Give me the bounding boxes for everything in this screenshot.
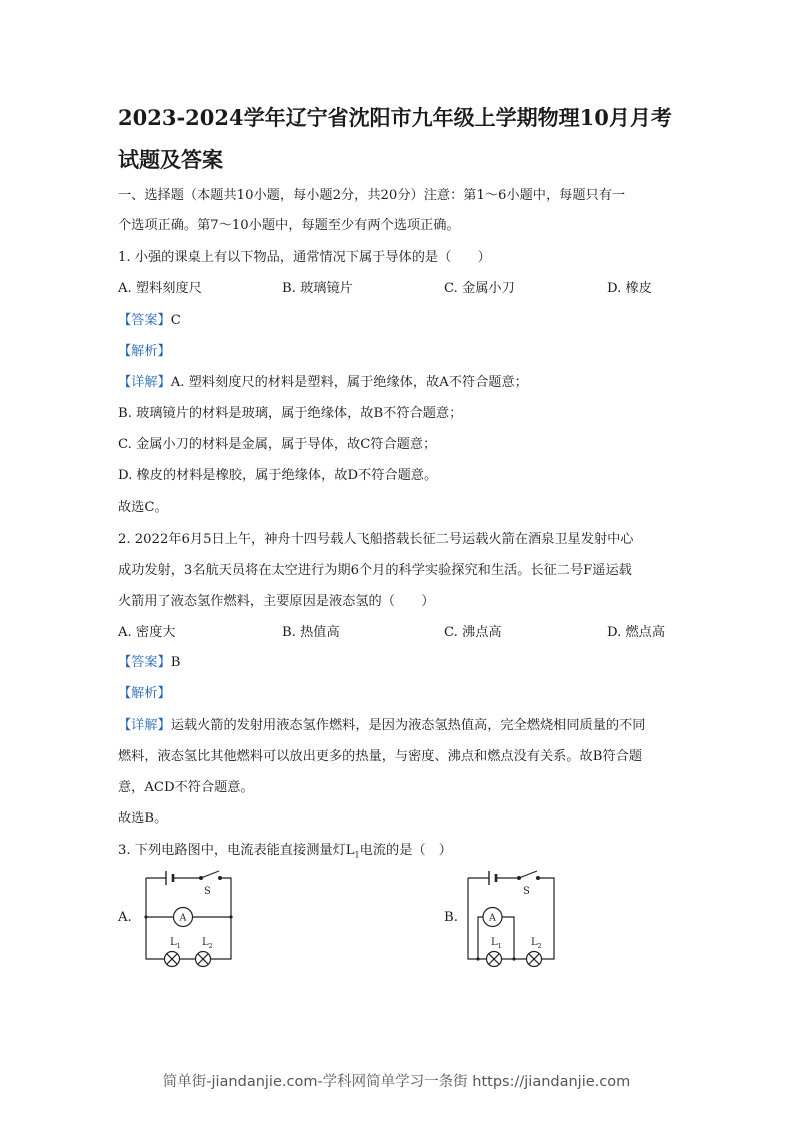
- lamp-l1-label: $L_1$: [491, 937, 502, 950]
- q1-detail-text1: A. 塑料刻度尺的材料是塑料，属于绝缘体，故A不符合题意；: [170, 375, 528, 390]
- q1-detail-line2: B. 玻璃镜片的材料是玻璃，属于绝缘体，故B不符合题意；: [118, 406, 463, 421]
- q1-conclusion: 故选C。: [118, 500, 168, 515]
- ammeter-icon: [174, 908, 193, 927]
- lamp-l2-icon: [527, 952, 542, 967]
- q2-detail-text1: 运载火箭的发射用液态氢作燃料，是因为液态氢热值高，完全燃烧相同质量的不同: [170, 718, 646, 733]
- q2-option-c: C. 沸点高: [444, 625, 502, 640]
- q3-option-b-label: B.: [444, 910, 458, 925]
- switch-label: S: [523, 886, 530, 897]
- q1-answer-tag: 【答案】: [118, 313, 171, 328]
- q2-detail-line1: [118, 716, 646, 736]
- q1-stem: 1. 小强的课桌上有以下物品，通常情况下属于导体的是（ ）: [118, 250, 491, 265]
- q2-option-b: B. 热值高: [282, 625, 340, 640]
- battery-icon: [489, 871, 496, 885]
- switch-icon: [200, 871, 222, 879]
- q1-option-c: C. 金属小刀: [444, 281, 515, 296]
- q3-stem-lamp-sub: 1: [354, 850, 360, 860]
- q1-option-b: B. 玻璃镜片: [282, 281, 353, 296]
- section-instructions-line2: 个选项正确。第7～10小题中，每题至少有两个选项正确。: [118, 218, 460, 233]
- ammeter-label: A: [489, 912, 496, 924]
- ammeter-icon: [483, 908, 502, 927]
- q2-conclusion: 故选B。: [118, 811, 168, 826]
- q2-answer-tag: 【答案】: [118, 655, 171, 670]
- q2-detail-tag: 【详解】: [118, 718, 171, 733]
- q1-option-d: D. 橡皮: [607, 281, 652, 296]
- lamp-l2-label: $L_2$: [531, 937, 542, 950]
- document-title-line1: 2023-2024学年辽宁省沈阳市九年级上学期物理10月月考: [118, 105, 672, 130]
- switch-icon: [518, 871, 540, 879]
- q2-option-d: D. 燃点高: [607, 625, 666, 640]
- ammeter-label: A: [179, 912, 187, 924]
- circuit-diagram-a: [140, 866, 240, 966]
- lamp-l1-label: $L_1$: [170, 937, 181, 950]
- circuit-diagram-b: [462, 866, 562, 966]
- q1-detail-line4: D. 橡皮的材料是橡胶，属于绝缘体，故D不符合题意。: [118, 468, 438, 483]
- q3-stem: [118, 841, 452, 866]
- q2-detail-line2: 燃料，液态氢比其他燃料可以放出更多的热量，与密度、沸点和燃点没有关系。故B符合题: [118, 749, 642, 764]
- q1-detail-line1: [118, 373, 528, 393]
- q3-stem-lamp: L: [345, 843, 355, 858]
- section-instructions-line1: 一、选择题（本题共10小题，每小题2分，共20分）注意：第1～6小题中，每题只有一: [118, 188, 626, 203]
- lamp-l1-icon: [487, 952, 502, 967]
- q2-stem-line2: 成功发射，3名航天员将在太空进行为期6个月的科学实验探究和生活。长征二号F遥运载: [118, 563, 632, 578]
- lamp-l1-icon: [165, 952, 180, 967]
- q1-analysis-tag: 【解析】: [118, 344, 171, 359]
- q2-stem-line1: 2. 2022年6月5日上午，神舟十四号载人飞船搭载长征二号运载火箭在酒泉卫星发射中心: [118, 532, 634, 547]
- lamp-l2-label: $L_2$: [202, 937, 213, 950]
- q2-option-a: A. 密度大: [118, 625, 176, 640]
- lamp-l2-icon: [196, 952, 211, 967]
- q2-answer-value: B: [170, 655, 181, 670]
- switch-label: S: [204, 886, 211, 897]
- q3-option-a-label: A.: [118, 910, 132, 925]
- q1-answer-value: C: [170, 313, 181, 328]
- q3-stem-suffix: 电流的是（ ）: [359, 843, 452, 858]
- q2-answer: [118, 653, 180, 673]
- q3-stem-prefix: 3. 下列电路图中，电流表能直接测量灯: [118, 843, 346, 858]
- q1-answer: [118, 311, 181, 331]
- q1-detail-line3: C. 金属小刀的材料是金属，属于导体，故C符合题意；: [118, 437, 437, 452]
- q1-detail-tag: 【详解】: [118, 375, 171, 390]
- q2-stem-line3: 火箭用了液态氢作燃料，主要原因是液态氢的（ ）: [118, 594, 435, 609]
- battery-icon: [166, 871, 173, 885]
- document-title-line2: 试题及答案: [118, 147, 223, 172]
- q2-analysis-tag: 【解析】: [118, 686, 171, 701]
- q2-detail-line3: 意，ACD不符合题意。: [118, 780, 254, 795]
- q1-option-a: A. 塑料刻度尺: [118, 281, 202, 296]
- page-footer: 简单街-jiandanjie.com-学科网简单学习一条街 https://jiandanjie.com: [162, 1074, 631, 1090]
